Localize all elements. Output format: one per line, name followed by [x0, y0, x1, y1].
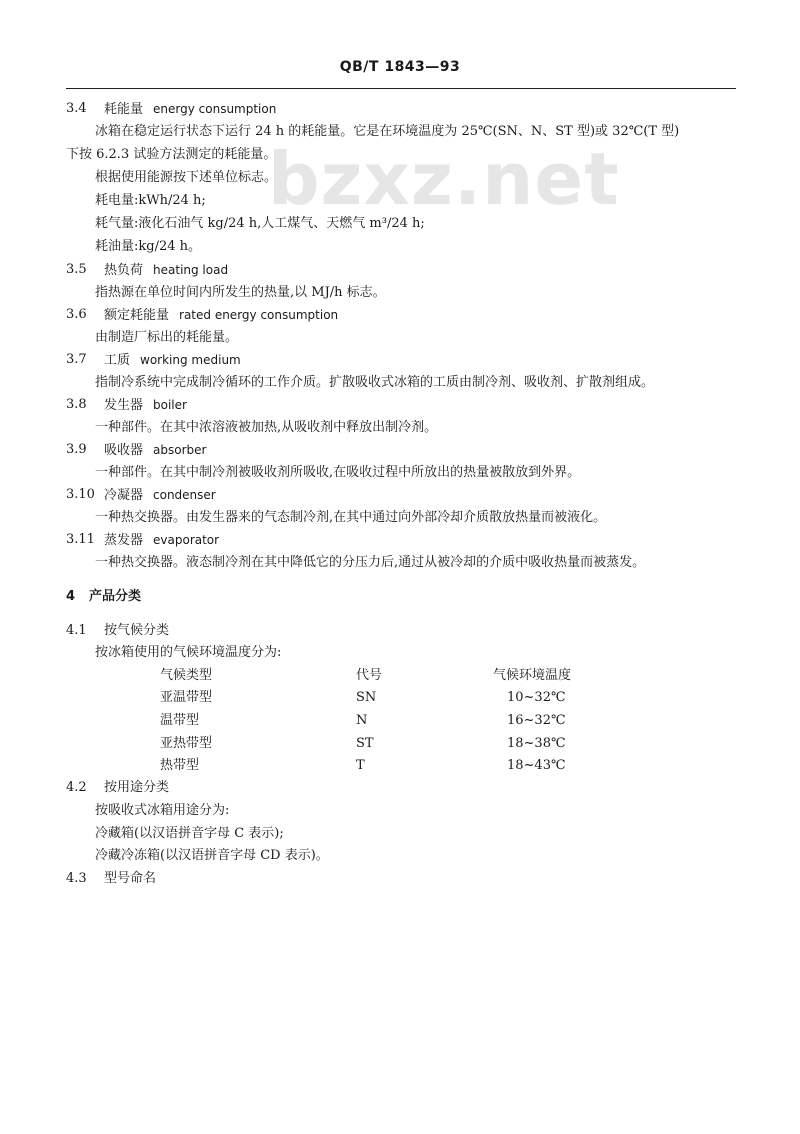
- section-title: 按用途分类: [104, 780, 170, 795]
- section-title: 产品分类: [89, 589, 142, 604]
- section-number: 3.6: [66, 307, 87, 322]
- table-cell: 18~38℃: [507, 736, 566, 751]
- table-cell: ST: [356, 736, 374, 751]
- table-header-code: 代号: [356, 668, 383, 683]
- section-number: 3.8: [66, 397, 87, 412]
- section-title: 按气候分类: [104, 623, 170, 638]
- term-zh: 额定耗能量: [104, 308, 170, 323]
- paragraph-line: 一种热交换器。液态制冷剂在其中降低它的分压力后,通过从被冷却的介质中吸收热量而被蒸发。: [95, 555, 646, 570]
- section-4-heading: [66, 589, 141, 605]
- term-en: working medium: [140, 353, 241, 367]
- paragraph-line: 指制冷系统中完成制冷循环的工作介质。扩散吸收式冰箱的工质由制冷剂、吸收剂、扩散剂组成。: [95, 375, 655, 390]
- paragraph-line: 按吸收式冰箱用途分为:: [95, 803, 230, 818]
- table-cell: SN: [356, 690, 377, 705]
- term-title: [104, 352, 241, 369]
- table-cell: 亚热带型: [160, 736, 213, 751]
- term-zh: 蒸发器: [104, 533, 144, 548]
- section-number: 3.5: [66, 262, 87, 277]
- term-en: boiler: [153, 398, 187, 412]
- paragraph-line: 一种部件。在其中制冷剂被吸收剂所吸收,在吸收过程中所放出的热量被散放到外界。: [95, 465, 581, 480]
- term-zh: 冷凝器: [104, 488, 144, 503]
- paragraph-line: 一种部件。在其中浓溶液被加热,从吸收剂中释放出制冷剂。: [95, 420, 438, 435]
- term-en: heating load: [153, 263, 229, 277]
- term-title: [104, 397, 187, 414]
- paragraph-line: 一种热交换器。由发生器来的气态制冷剂,在其中通过向外部冷却介质散放热量而被液化。: [95, 510, 607, 525]
- section-number: 3.10: [66, 487, 95, 502]
- section-number: 3.9: [66, 442, 87, 457]
- term-zh: 吸收器: [104, 443, 144, 458]
- table-cell: 亚温带型: [160, 690, 213, 705]
- section-number: 3.4: [66, 101, 87, 116]
- paragraph-line: 冷藏冷冻箱(以汉语拼音字母 CD 表示)。: [95, 848, 329, 863]
- section-number: 4.2: [66, 780, 87, 795]
- term-zh: 热负荷: [104, 263, 144, 278]
- paragraph-line: 按冰箱使用的气候环境温度分为:: [95, 645, 282, 660]
- paragraph-line: 指热源在单位时间内所发生的热量,以 MJ/h 标志。: [95, 285, 386, 300]
- term-en: absorber: [153, 443, 207, 457]
- term-zh: 耗能量: [104, 102, 144, 117]
- paragraph-line: 耗气量:液化石油气 kg/24 h,人工煤气、天燃气 m³/24 h;: [95, 216, 425, 231]
- term-title: [104, 307, 338, 324]
- term-en: condenser: [153, 488, 216, 502]
- paragraph-line: 耗油量:kg/24 h。: [95, 239, 202, 254]
- term-title: [104, 442, 206, 459]
- term-en: rated energy consumption: [179, 308, 339, 322]
- term-title: [104, 262, 228, 279]
- term-title: [104, 532, 219, 549]
- term-title: [104, 101, 276, 118]
- section-number: 4.3: [66, 871, 87, 886]
- term-title: [104, 487, 216, 504]
- table-cell: 热带型: [160, 758, 200, 773]
- section-title: 型号命名: [104, 871, 157, 886]
- section-number: 3.11: [66, 532, 95, 547]
- paragraph-line: 冰箱在稳定运行状态下运行 24 h 的耗能量。它是在环境温度为 25℃(SN、N、ST 型)或 32℃(T 型): [95, 124, 680, 139]
- table-cell: 10~32℃: [507, 690, 566, 705]
- paragraph-line: 由制造厂标出的耗能量。: [95, 330, 239, 345]
- paragraph-line: 根据使用能源按下述单位标志。: [95, 170, 278, 185]
- table-cell: N: [356, 713, 368, 728]
- page-header: QB/T 1843—93: [339, 59, 461, 75]
- paragraph-line: 冷藏箱(以汉语拼音字母 C 表示);: [95, 826, 284, 841]
- table-header-type: 气候类型: [160, 668, 213, 683]
- section-number: 4: [66, 589, 76, 604]
- table-cell: 18~43℃: [507, 758, 566, 773]
- section-number: 3.7: [66, 352, 87, 367]
- section-number: 4.1: [66, 623, 87, 638]
- table-cell: T: [356, 758, 365, 773]
- term-zh: 发生器: [104, 398, 144, 413]
- watermark: bzxz.net: [268, 137, 620, 221]
- table-cell: 温带型: [160, 713, 200, 728]
- header-rule: [66, 88, 736, 89]
- table-cell: 16~32℃: [507, 713, 566, 728]
- paragraph-line: 耗电量:kWh/24 h;: [95, 193, 206, 208]
- table-header-temp: 气候环境温度: [493, 668, 572, 683]
- term-zh: 工质: [104, 353, 131, 368]
- term-en: evaporator: [153, 533, 220, 547]
- paragraph-line: 下按 6.2.3 试验方法测定的耗能量。: [66, 147, 277, 162]
- term-en: energy consumption: [153, 102, 277, 116]
